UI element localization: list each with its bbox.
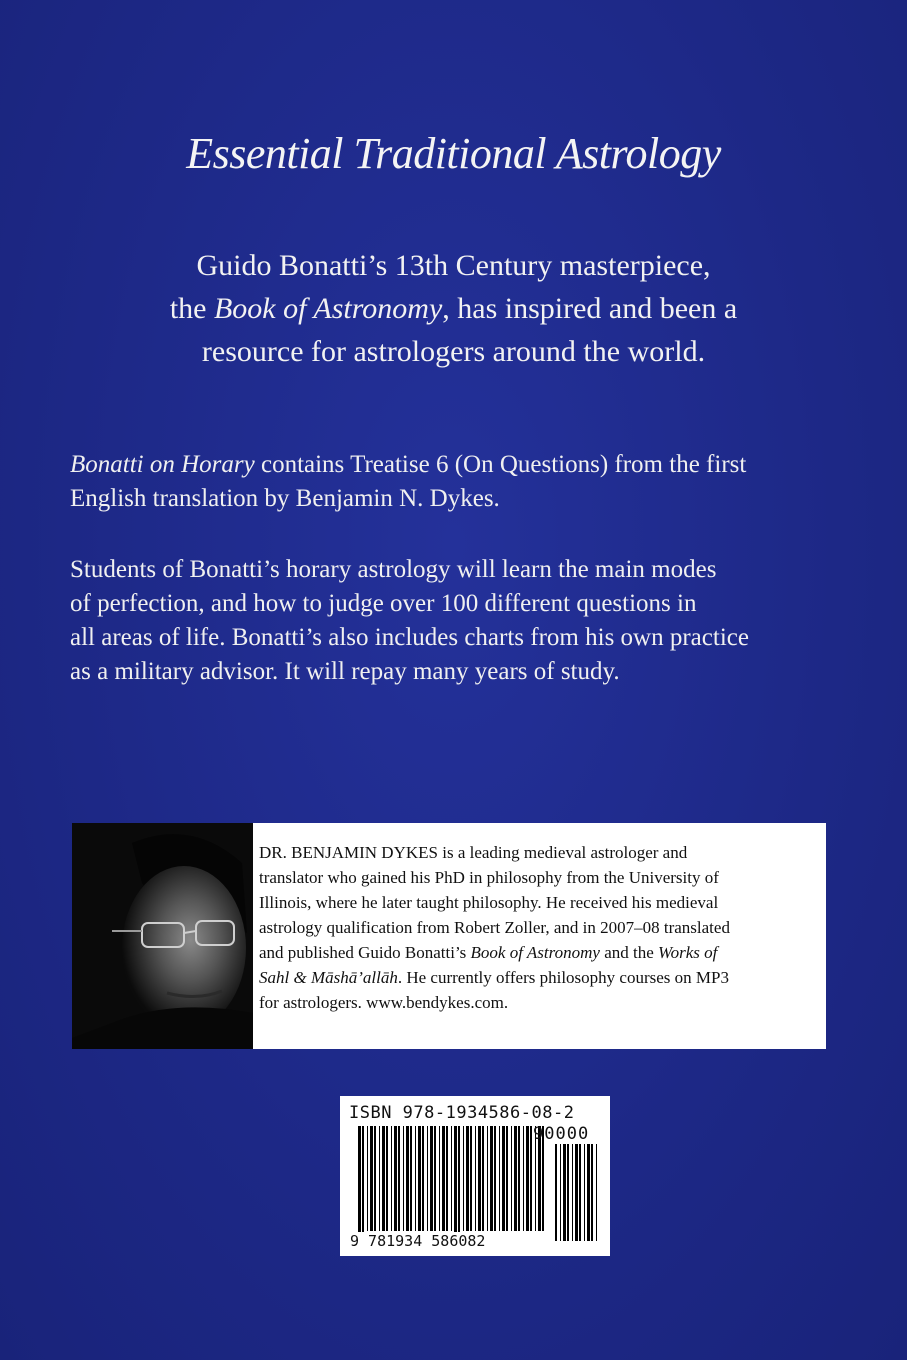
barcode-bar xyxy=(403,1126,404,1231)
barcode-bar xyxy=(415,1126,416,1231)
barcode-bar xyxy=(382,1126,385,1231)
barcode-bar xyxy=(451,1126,452,1231)
barcode-bar xyxy=(587,1144,590,1241)
author-bio-line-2: translator who gained his PhD in philosophy from the University of xyxy=(259,868,719,887)
intro-paragraph xyxy=(60,244,847,373)
barcode-bar xyxy=(466,1126,469,1231)
description-1-line-1-rest: contains Treatise 6 (On Questions) from the first xyxy=(254,451,747,478)
barcode-bar xyxy=(427,1126,428,1231)
description-paragraph-1 xyxy=(70,448,850,516)
book-of-astronomy-title: Book of Astronomy xyxy=(213,292,443,325)
barcode-bar xyxy=(567,1144,569,1241)
barcode-bar xyxy=(575,1144,578,1241)
author-bio-line-6 xyxy=(259,965,829,990)
barcode-bar xyxy=(511,1126,512,1231)
bonatti-on-horary-title: Bonatti on Horary xyxy=(70,451,255,478)
barcode-bar xyxy=(367,1126,368,1231)
barcode-bar xyxy=(442,1126,445,1231)
author-bio-line-6-post: . He currently offers philosophy courses on MP3 xyxy=(397,968,729,987)
barcode-bar xyxy=(560,1144,561,1241)
barcode-bar xyxy=(406,1126,409,1231)
ean-digits: 9 781934 586082 xyxy=(350,1232,486,1250)
author-bio-line-7: for astrologers. www.bendykes.com. xyxy=(259,993,509,1012)
intro-line-3: resource for astrologers around the world. xyxy=(201,335,706,368)
barcode-bar xyxy=(418,1126,421,1231)
barcode-bar xyxy=(555,1144,557,1241)
barcode-bar xyxy=(518,1126,520,1231)
intro-line-2 xyxy=(60,287,847,330)
author-bio-line-5-mid: and the xyxy=(599,943,659,962)
book-title-works-of: Works of xyxy=(658,943,718,962)
description-2-line-1: Students of Bonatti’s horary astrology will learn the main modes xyxy=(70,556,717,583)
barcode-bar xyxy=(579,1144,581,1241)
author-bio-text xyxy=(259,840,829,1015)
barcode-bar xyxy=(422,1126,424,1231)
barcode-bar xyxy=(391,1126,392,1231)
barcode-bar xyxy=(487,1126,488,1231)
tagline: Essential Traditional Astrology xyxy=(186,129,721,178)
author-bio-line-3: Illinois, where he later taught philosophy. He received his medieval xyxy=(259,893,719,912)
isbn-barcode xyxy=(340,1096,610,1256)
description-2-line-3: all areas of life. Bonatti’s also includes charts from his own practice xyxy=(70,624,749,651)
author-bio-line-1: DR. BENJAMIN DYKES is a leading medieval astrologer and xyxy=(259,843,688,862)
barcode-bar xyxy=(386,1126,388,1231)
barcode-bar xyxy=(434,1126,436,1231)
barcode-bar xyxy=(370,1126,373,1231)
barcode-bar xyxy=(470,1126,472,1231)
barcode-bar xyxy=(430,1126,433,1231)
description-1-line-1 xyxy=(70,448,850,482)
book-title-astronomy: Book of Astronomy xyxy=(470,943,600,962)
barcode-bar xyxy=(526,1126,529,1231)
author-bio-line-5 xyxy=(259,940,829,965)
intro-line-1: Guido Bonatti’s 13th Century masterpiece, xyxy=(196,249,711,282)
barcode-bar xyxy=(439,1126,440,1231)
description-paragraph-2 xyxy=(70,553,850,689)
barcode-bar xyxy=(398,1126,400,1231)
price-addon-bars xyxy=(555,1144,601,1249)
barcode-bar xyxy=(596,1144,597,1241)
barcode-bar xyxy=(499,1126,500,1231)
barcode-bar xyxy=(475,1126,476,1231)
ean-barcode-bars xyxy=(358,1126,548,1239)
barcode-bar xyxy=(591,1144,593,1241)
barcode-bar xyxy=(523,1126,524,1231)
barcode-bar xyxy=(446,1126,448,1231)
author-photo xyxy=(72,823,253,1049)
barcode-bar xyxy=(454,1126,457,1239)
description-2-line-4: as a military advisor. It will repay many years of study. xyxy=(70,658,620,685)
barcode-bar xyxy=(482,1126,484,1231)
barcode-bar xyxy=(358,1126,361,1239)
barcode-bar xyxy=(463,1126,464,1231)
barcode-bar xyxy=(379,1126,380,1231)
price-code: 90000 xyxy=(533,1124,590,1144)
barcode-bar xyxy=(394,1126,397,1231)
author-bio-box xyxy=(72,823,826,1049)
book-title-sahl: Sahl & Māshā’allāh xyxy=(259,968,398,987)
barcode-bar xyxy=(458,1126,460,1239)
barcode-bar xyxy=(584,1144,585,1241)
barcode-bar xyxy=(478,1126,481,1231)
intro-line-2-post: , has inspired and been a xyxy=(442,292,738,325)
barcode-bar xyxy=(410,1126,412,1231)
barcode-bar xyxy=(506,1126,508,1231)
author-bio-line-5-pre: and published Guido Bonatti’s xyxy=(259,943,471,962)
barcode-bar xyxy=(563,1144,566,1241)
barcode-bar xyxy=(494,1126,496,1231)
description-2-line-2: of perfection, and how to judge over 100 different questions in xyxy=(70,590,697,617)
barcode-bar xyxy=(362,1126,364,1239)
author-bio-line-4: astrology qualification from Robert Zoller, and in 2007–08 translated xyxy=(259,918,730,937)
intro-line-2-pre: the xyxy=(169,292,214,325)
isbn-label: ISBN 978-1934586-08-2 xyxy=(349,1103,575,1123)
barcode-bar xyxy=(374,1126,376,1231)
barcode-bar xyxy=(502,1126,505,1231)
barcode-bar xyxy=(490,1126,493,1231)
barcode-bar xyxy=(572,1144,573,1241)
barcode-bar xyxy=(514,1126,517,1231)
barcode-bar xyxy=(530,1126,532,1231)
description-1-line-2: English translation by Benjamin N. Dykes. xyxy=(70,485,500,512)
